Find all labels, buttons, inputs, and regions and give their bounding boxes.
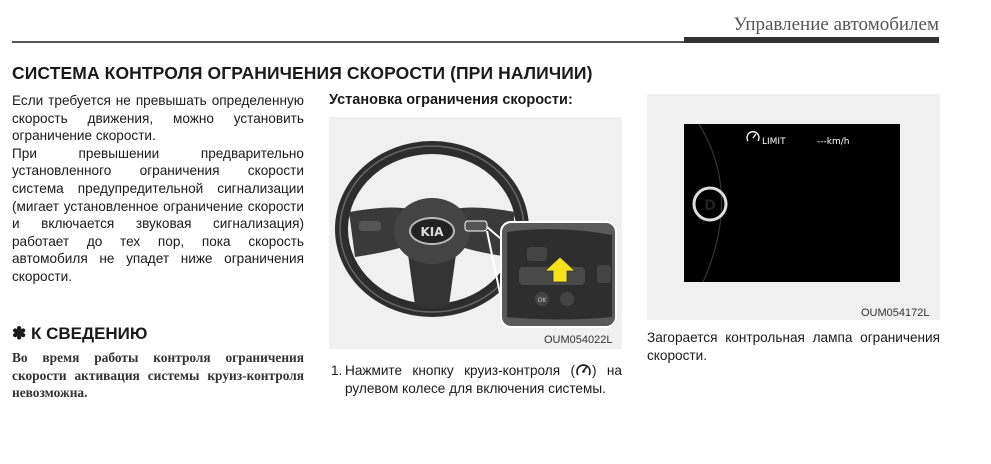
cluster-display-figure	[647, 94, 940, 320]
step-text-start: Нажмите кнопку круиз-контроля (	[345, 363, 576, 378]
display-screen	[684, 124, 900, 282]
section-header: Управление автомобилем	[733, 14, 939, 35]
limit-label: LIMIT	[762, 137, 786, 147]
kia-logo: KIA	[420, 225, 444, 239]
note-heading: ✽ К СВЕДЕНИЮ	[12, 324, 148, 343]
steering-wheel-illustration	[329, 117, 622, 349]
intro-paragraph-2: При превышении предварительно установленного ограничения скорости система предупредительной сигнализации (мигает установленное ограничение скорости и включается звуковая сигнализация) работает до тех пор, пока скорость автомобиля не упадет ниже ограничения скорости.	[12, 145, 304, 284]
header-accent-bar	[684, 37, 939, 43]
note-body: Во время работы контроля ограничения скорости активация системы круиз-контроля невозможна.	[12, 350, 304, 400]
figure-code-2: OUM054172L	[861, 307, 930, 319]
cruise-control-icon	[575, 362, 592, 379]
intro-text	[12, 92, 304, 286]
step-number: 1.	[331, 363, 343, 378]
ok-label: OK	[537, 297, 547, 304]
steering-wheel-figure	[329, 117, 622, 349]
intro-paragraph-1: Если требуется не превышать определенную скорость движения, можно установить ограничение скорости.	[12, 93, 304, 144]
page-title: СИСТЕМА КОНТРОЛЯ ОГРАНИЧЕНИЯ СКОРОСТИ (ПРИ НАЛИЧИИ)	[12, 63, 593, 83]
procedure-subtitle: Установка ограничения скорости:	[329, 92, 573, 108]
figure-code-1: OUM054022L	[544, 334, 613, 346]
gear-label: D	[704, 198, 716, 214]
step-text-end: ) на рулевом колесе для включения системы.	[345, 363, 622, 396]
limit-speed-readout: ---km/h	[817, 137, 850, 147]
cluster-display-illustration	[647, 94, 940, 320]
display-caption: Загорается контрольная лампа ограничения скорости.	[647, 330, 940, 363]
